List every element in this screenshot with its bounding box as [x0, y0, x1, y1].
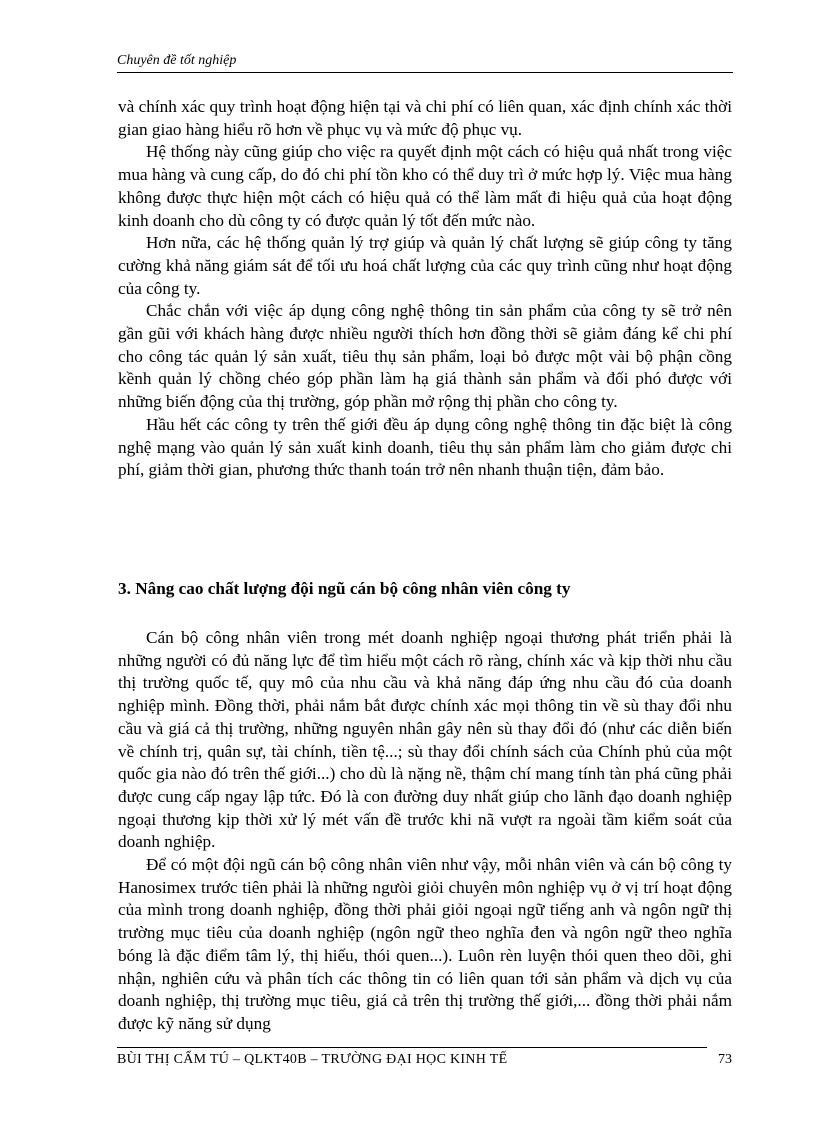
paragraph: Chắc chắn với việc áp dụng công nghệ thông tin sản phẩm của công ty sẽ trở nên gần gũi với khách hàng được nhiều người thích hơn đồng thời sẽ giảm đáng kể chi phí cho công tác quản lý sản xuất, tiêu thụ sản phẩm, loại bỏ được một vài bộ phận cồng kềnh quản lý chồng chéo góp phần làm hạ giá thành sản phẩm và đối phó được với những biến động của thị trường, góp phần mở rộng thị phần cho công ty. [118, 301, 732, 412]
section-heading: 3. Nâng cao chất lượng đội ngũ cán bộ công nhân viên công ty [118, 579, 571, 598]
paragraph: và chính xác quy trình hoạt động hiện tại và chi phí có liên quan, xác định chính xác thời gian giao hàng hiểu rõ hơn về phục vụ và mức độ phục vụ. [118, 97, 732, 139]
header-divider [117, 72, 733, 73]
paragraph: Cán bộ công nhân viên trong mét doanh nghiệp ngoại thương phát triển phải là những người có đủ năng lực để tìm hiểu một cách rõ ràng, chính xác và kịp thời nhu cầu thị trường quốc tế, quy mô của nhu cầu và khả năng đáp ứng nhu cầu đó của doanh nghiệp mình. Đồng thời, phải nắm bắt được chính xác mọi thông tin về sù thay đổi nhu cầu và giá cả thị trường, những nguyên nhân gây nên sù thay đổi đó (như các diễn biến về chính trị, quân sự, tài chính, tiền tệ...; sù thay đổi chính sách của Chính phủ của một quốc gia nào đó trên thế giới...) cho dù là nặng nề, thậm chí mang tính tàn phá cũng phải được cung cấp ngay lập tức. Đó là con đường duy nhất giúp cho lãnh đạo doanh nghiệp ngoại thương kịp thời xử lý mét vấn đề trước khi nã vượt ra ngoài tầm kiểm soát của doanh nghiệp. [118, 628, 732, 852]
section-body [118, 627, 732, 1036]
paragraph: Hầu hết các công ty trên thế giới đều áp dụng công nghệ thông tin đặc biệt là công nghệ mạng vào quản lý sản xuất kinh doanh, tiêu thụ sản phẩm làm cho giảm được chi phí, giảm thời gian, phương thức thanh toán trở nên nhanh thuận tiện, đảm bảo. [118, 414, 732, 480]
section-body [118, 96, 732, 482]
page-number: 73 [718, 1052, 732, 1067]
footer-divider [117, 1047, 707, 1048]
paragraph: Để có một đội ngũ cán bộ công nhân viên như vậy, mỗi nhân viên và cán bộ công ty Hanosimex trước tiên phải là những ngưòi giỏi chuyên môn nghiệp vụ ở vị trí hoạt động của mình trong doanh nghiệp, đồng thời phải giỏi ngoại ngữ tiếng anh và ngôn ngữ thị trường mục tiêu của doanh nghiệp (ngôn ngữ theo nghĩa đen và ngôn ngữ theo nghĩa bóng là đặc điểm tâm lý, thị hiếu, thói quen...). Luôn rèn luyện thói quen theo dõi, ghi nhận, nghiên cứu và phân tích các thông tin có liên quan tới sản phẩm và dịch vụ của doanh nghiệp, thị trường mục tiêu, giá cả trên thị trường thế giới,... đồng thời phải nắm được kỹ năng sử dụng [118, 855, 732, 1033]
paragraph: Hơn nữa, các hệ thống quản lý trợ giúp và quản lý chất lượng sẽ giúp công ty tăng cường khả năng giám sát để tối ưu hoá chất lượng của các quy trình cũng như hoạt động của công ty. [118, 233, 732, 298]
paragraph: Hệ thống này cũng giúp cho việc ra quyết định một cách có hiệu quả nhất trong việc mua hàng và cung cấp, do đó chi phí tồn kho có thể duy trì ở mức hợp lý. Việc mua hàng không được thực hiện một cách có hiệu quả có thể làm mất đi hiệu quả của hoạt động kinh doanh cho dù công ty có được quản lý tốt đến mức nào. [118, 142, 732, 230]
running-header: Chuyên đề tốt nghiệp [117, 53, 237, 68]
running-footer: BÙI THỊ CẨM TÚ – QLKT40B – TRƯỜNG ĐẠI HỌC KINH TẾ [117, 1052, 508, 1067]
